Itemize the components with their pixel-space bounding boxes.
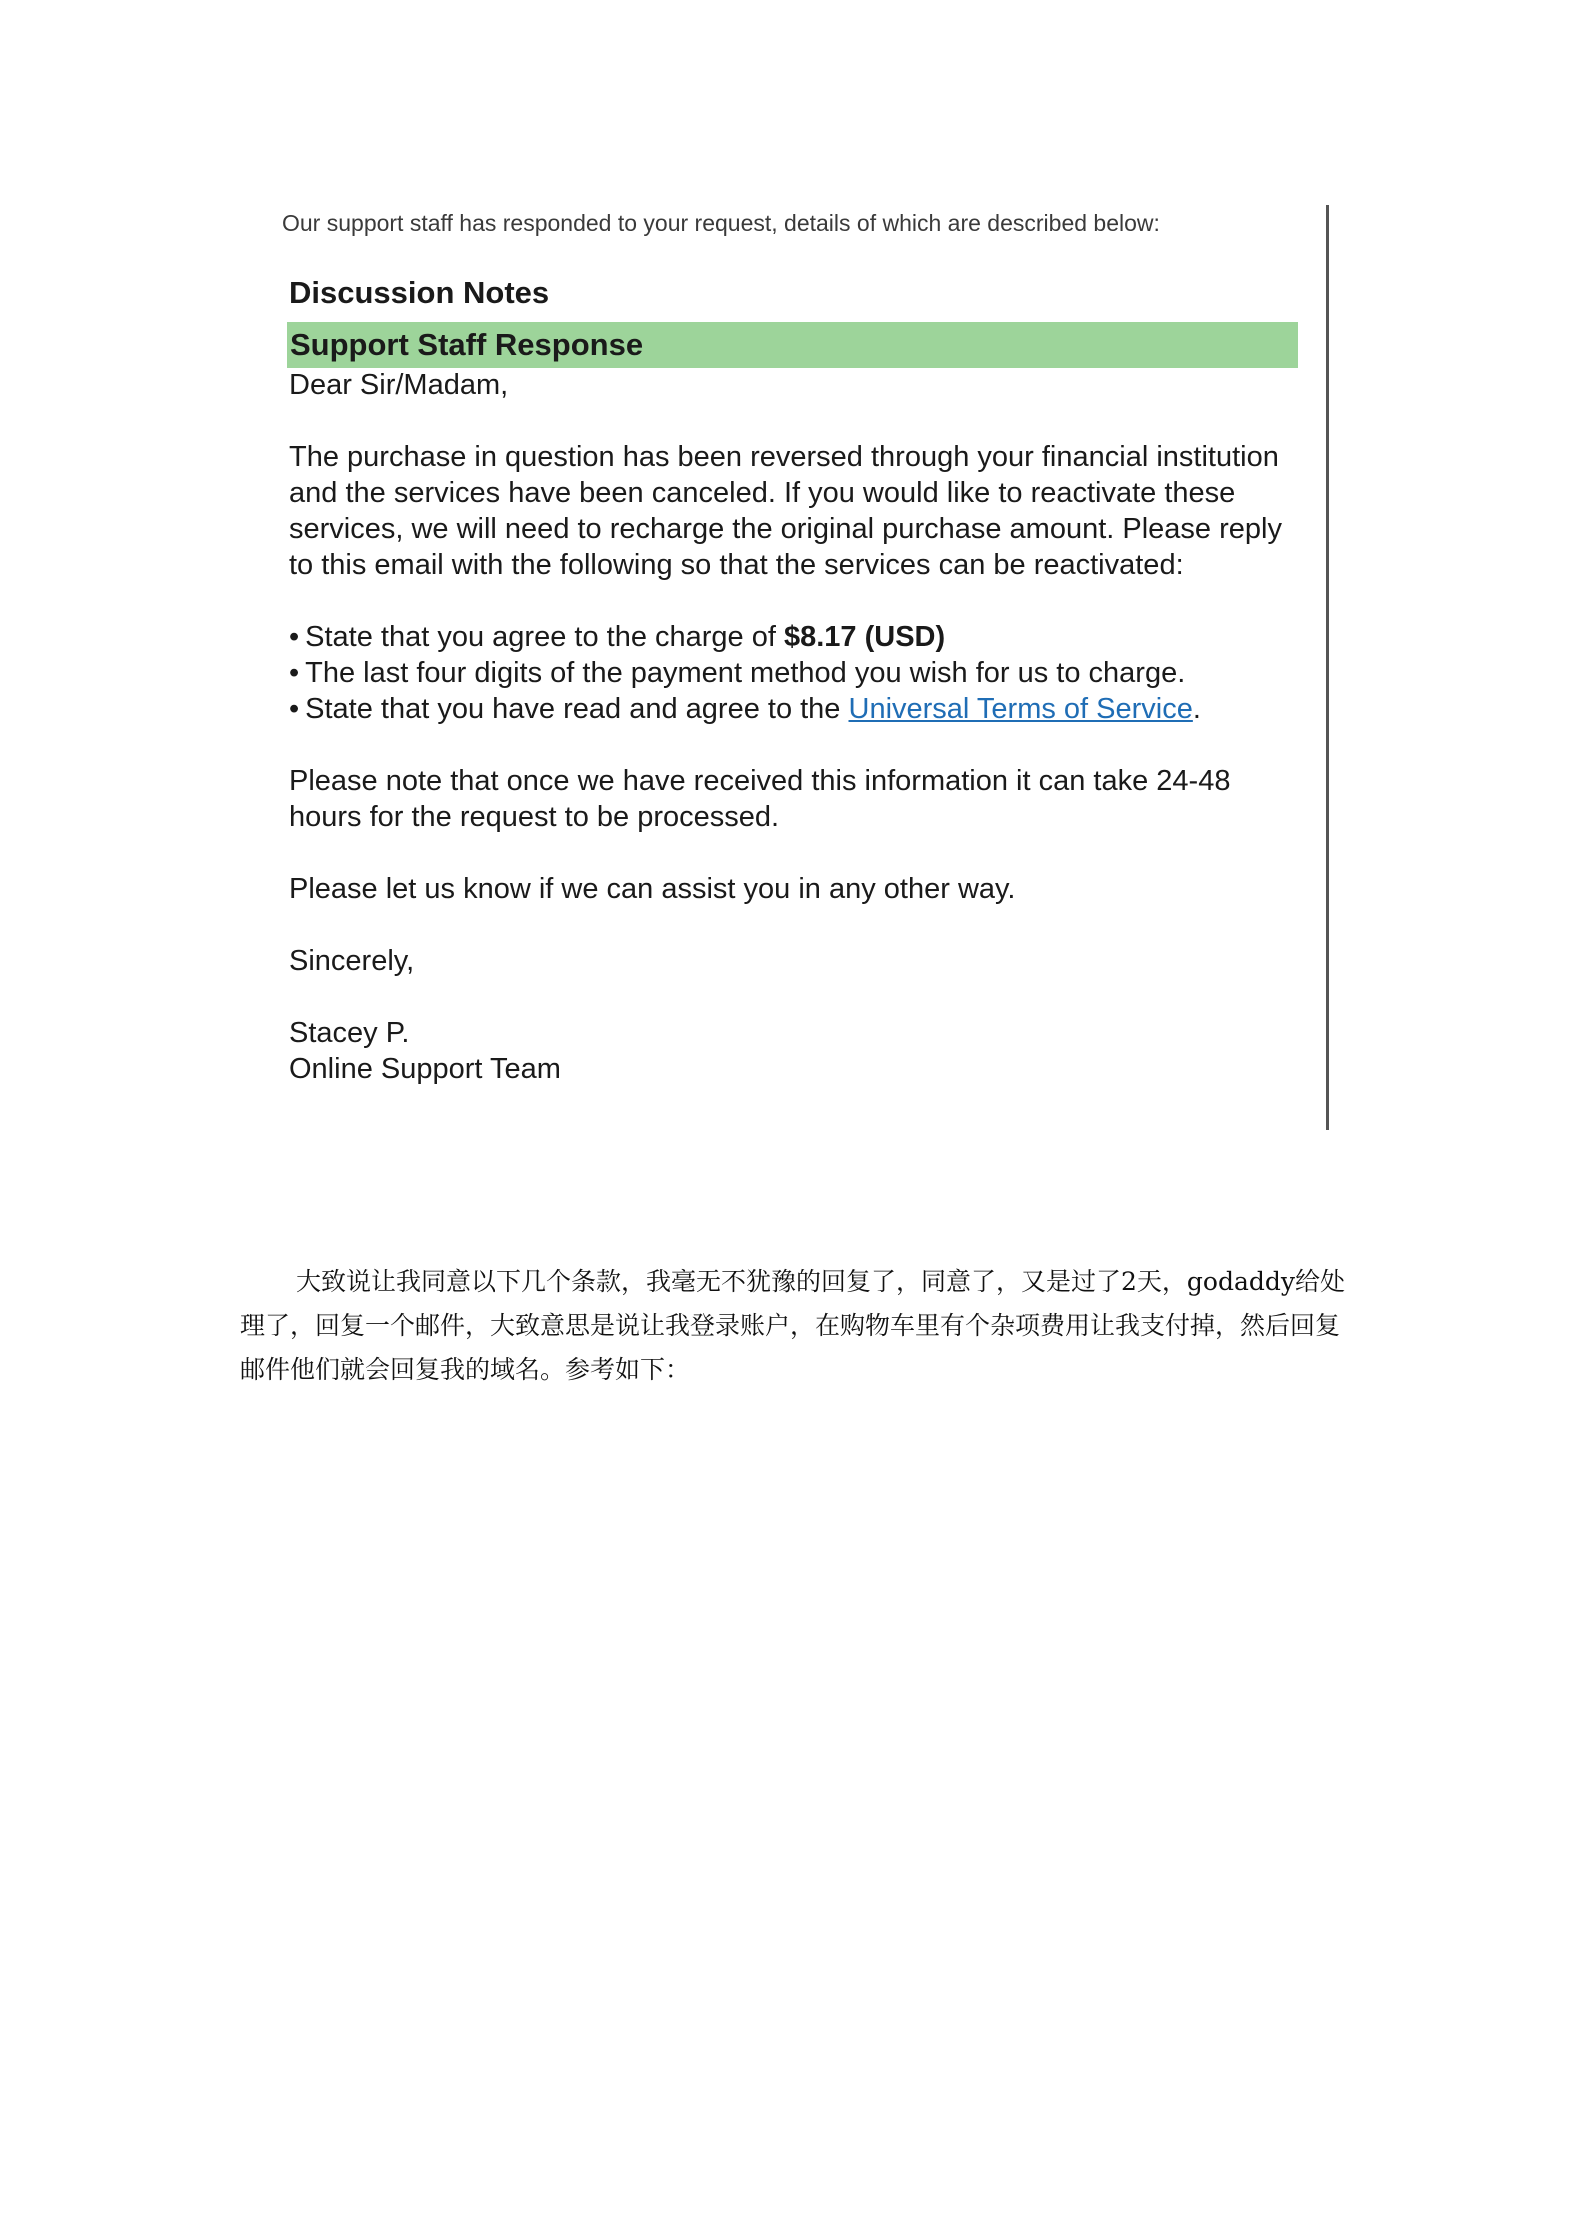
terms-of-service-link[interactable]: Universal Terms of Service [848,693,1193,725]
signer-name: Stacey P. [289,1017,410,1049]
support-email-screenshot [278,205,1329,1130]
body-paragraph: 大致说让我同意以下几个条款，我毫无不犹豫的回复了，同意了，又是过了2天，godaddy给处理了，回复一个邮件，大致意思是说让我登录账户，在购物车里有个杂项费用让我支付掉，然后回复邮件他们就会回复我的域名。参考如下： [240,1267,1346,1384]
requirements-list [289,619,1299,727]
discussion-notes-heading: Discussion Notes [289,275,550,310]
bullet-icon: • [289,657,300,689]
closing: Sincerely, [289,945,415,977]
greeting: Dear Sir/Madam, [289,369,509,401]
charge-amount: $8.17 (USD) [783,621,946,653]
list-item [289,691,1299,727]
paragraph-reversal: The purchase in question has been reversed through your financial institution and the services have been canceled. If you would like to reactivate these services, we will need to recharge the original purchase amount. Please reply to this email with the following so that the services can be reactivated: [289,441,1282,581]
signer-team: Online Support Team [289,1053,561,1085]
paragraph-assist: Please let us know if we can assist you in any other way. [289,873,1016,905]
list-item [289,619,1299,655]
bullet-text: The last four digits of the payment method you wish for us to charge. [305,657,1186,689]
paragraph-processing-time: Please note that once we have received this information it can take 24-48 hours for the request to be processed. [289,765,1231,833]
bullet-text: State that you have read and agree to the [305,693,849,725]
support-staff-response-label: Support Staff Response [290,327,644,362]
bullet-icon: • [289,693,300,725]
list-item [289,655,1299,691]
email-intro: Our support staff has responded to your request, details of which are described below: [282,210,1160,236]
bullet-suffix: . [1192,693,1201,725]
signature [289,1015,1299,1087]
bullet-text: State that you agree to the charge of [305,621,784,653]
bullet-icon: • [289,621,300,653]
support-staff-response-bar [287,322,1298,368]
letter-body [289,367,1299,1123]
